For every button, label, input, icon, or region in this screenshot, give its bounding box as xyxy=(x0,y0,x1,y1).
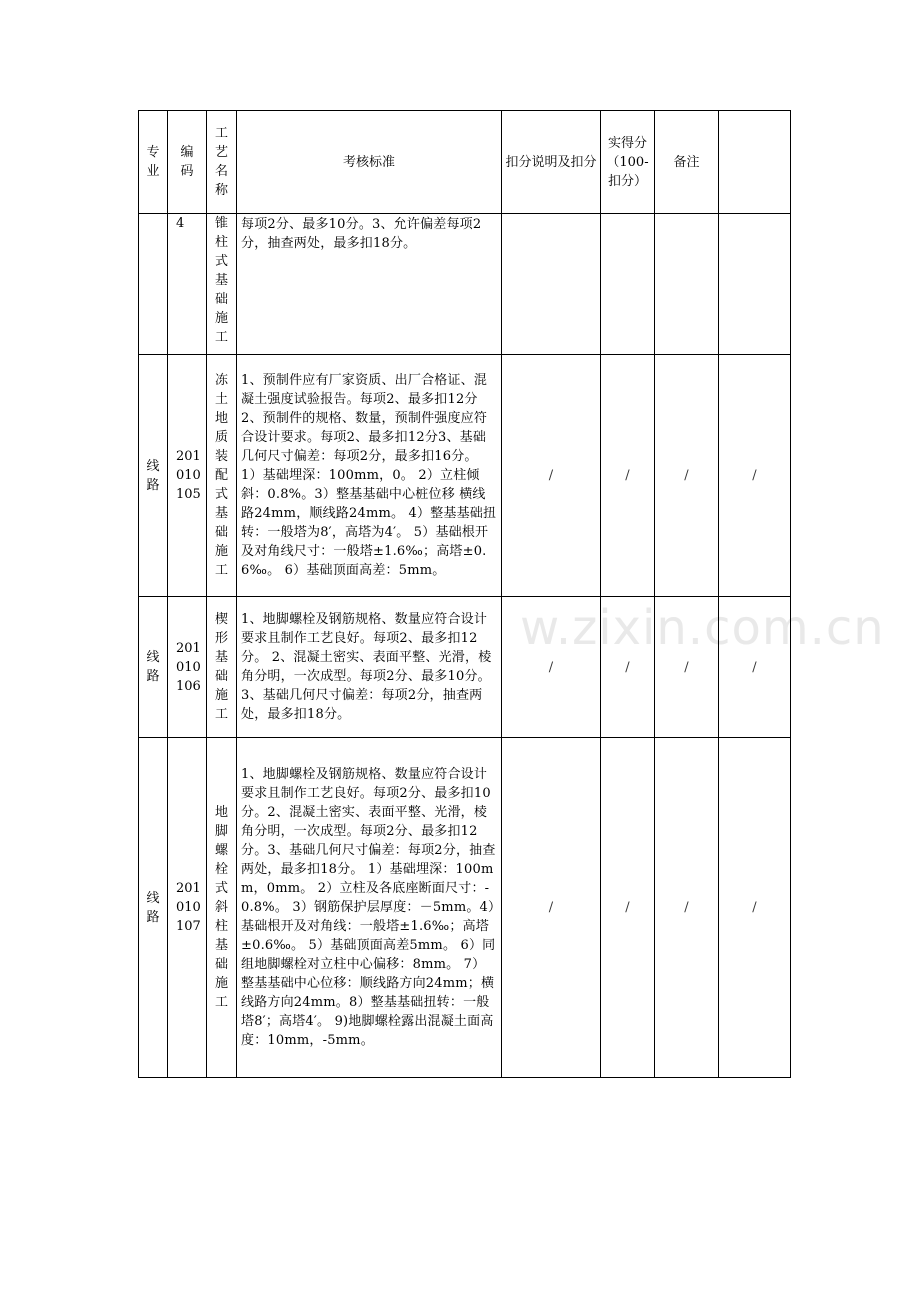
cell-remark: / xyxy=(655,355,719,597)
cell-code: 201010107 xyxy=(168,738,207,1078)
cell-score: / xyxy=(601,597,655,738)
cell-process: 冻土地质装配式基础施工 xyxy=(207,355,237,597)
cell-process: 地脚螺栓式斜柱基础施工 xyxy=(207,738,237,1078)
cell-standard: 1、地脚螺栓及钢筋规格、数量应符合设计要求且制作工艺良好。每项2分、最多扣10分。2、混凝土密实、表面平整、光滑，棱角分明，一次成型。每项2分、最多扣12分。3、基础几何尺寸偏差：每项2分，抽查两处，最多扣18分。 1）基础埋深：100mm，0mm。 2）立柱及各底座断面尺寸：-0.8%。 3）钢筋保护层厚度：－5mm。4）基础根开及对角线：一般塔±1.6‰；高塔±0.6‰。 5）基础顶面高差5mm。 6）同组地脚螺栓对立柱中心偏移：8mm。 7）整基基础中心位移：顺线路方向24mm；横线路方向24mm。8）整基基础扭转：一般塔8′；高塔4′。 9)地脚螺栓露出混凝土面高度：10mm，-5mm。 xyxy=(237,738,502,1078)
cell-code: 4 xyxy=(168,214,207,355)
cell-process: 楔形基础施工 xyxy=(207,597,237,738)
cell-deduction: / xyxy=(502,597,601,738)
cell-score xyxy=(601,214,655,355)
header-remark: 备注 xyxy=(655,111,719,214)
watermark: w.zixin.com.cn xyxy=(520,600,885,656)
table-row xyxy=(139,738,791,1078)
cell-major: 线路 xyxy=(139,738,168,1078)
cell-score: / xyxy=(601,355,655,597)
cell-standard: 每项2分、最多10分。3、允许偏差每项2分，抽查两处，最多扣18分。 xyxy=(237,214,502,355)
cell-major xyxy=(139,214,168,355)
header-process: 工艺名称 xyxy=(207,111,237,214)
cell-deduction: / xyxy=(502,738,601,1078)
cell-extra: / xyxy=(719,597,791,738)
cell-extra: / xyxy=(719,355,791,597)
header-code: 编码 xyxy=(168,111,207,214)
cell-major: 线路 xyxy=(139,355,168,597)
header-deduction: 扣分说明及扣分 xyxy=(502,111,601,214)
header-score: 实得分（100-扣分） xyxy=(601,111,655,214)
cell-deduction: / xyxy=(502,355,601,597)
cell-code: 201010106 xyxy=(168,597,207,738)
cell-major: 线路 xyxy=(139,597,168,738)
header-standard: 考核标准 xyxy=(237,111,502,214)
header-extra xyxy=(719,111,791,214)
cell-standard: 1、预制件应有厂家资质、出厂合格证、混凝土强度试验报告。每项2、最多扣12分2、预制件的规格、数量，预制件强度应符合设计要求。每项2、最多扣12分3、基础几何尺寸偏差：每项2分，最多扣16分。 1）基础埋深：100mm，0。 2）立柱倾斜：0.8%。3）整基基础中心桩位移 横线路24mm，顺线路24mm。 4）整基基础扭转：一般塔为8′，高塔为4′。 5）基础根开及对角线尺寸：一般塔±1.6‰；高塔±0.6‰。 6）基础顶面高差：5mm。 xyxy=(237,355,502,597)
table-row xyxy=(139,214,791,355)
cell-code: 201010105 xyxy=(168,355,207,597)
cell-remark: / xyxy=(655,738,719,1078)
header-major: 专业 xyxy=(139,111,168,214)
assessment-table xyxy=(138,110,791,1078)
cell-remark xyxy=(655,214,719,355)
cell-process: 锥柱式基础施工 xyxy=(207,214,237,355)
cell-deduction xyxy=(502,214,601,355)
cell-extra: / xyxy=(719,738,791,1078)
table-row xyxy=(139,597,791,738)
cell-standard: 1、地脚螺栓及钢筋规格、数量应符合设计要求且制作工艺良好。每项2、最多扣12分。 2、混凝土密实、表面平整、光滑，棱角分明，一次成型。每项2分、最多10分。 3、基础几何尺寸偏差：每项2分，抽查两处，最多扣18分。 xyxy=(237,597,502,738)
cell-remark: / xyxy=(655,597,719,738)
cell-score: / xyxy=(601,738,655,1078)
header-row xyxy=(139,111,791,214)
cell-extra xyxy=(719,214,791,355)
table-row xyxy=(139,355,791,597)
